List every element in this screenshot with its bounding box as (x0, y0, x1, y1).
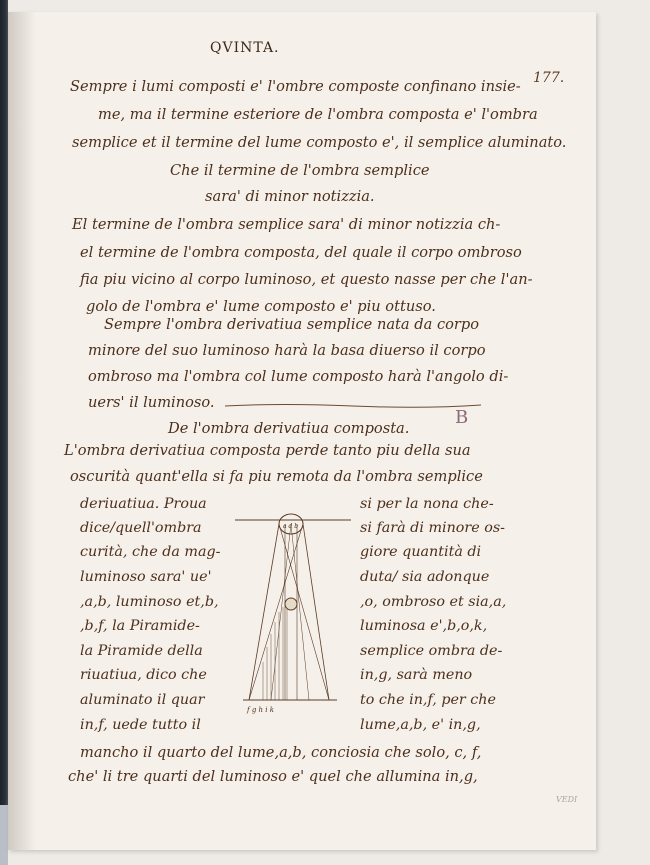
column-line: ,b,f, la Piramide- (80, 618, 200, 634)
text-line: el termine de l'ombra composta, del quale il corpo ombroso (80, 244, 522, 261)
diagram-bottom-labels: f g h i k (247, 706, 274, 714)
text-line: oscurità quant'ella si fa piu remota da l'ombra semplice (70, 468, 483, 485)
page-header: QVINTA. (210, 40, 280, 56)
column-line: in,g, sarà meno (360, 667, 473, 683)
text-line: uers' il luminoso. (88, 394, 215, 411)
column-line: luminosa e',b,o,k, (360, 618, 488, 634)
column-line: lume,a,b, e' in,g, (360, 717, 481, 733)
text-line: che' li tre quarti del luminoso e' quel che allumina in,g, (68, 768, 478, 785)
book-binding (0, 0, 8, 865)
column-line: duta/ sia adonque (360, 569, 490, 585)
column-line: giore quantità di (360, 544, 482, 560)
column-line: luminoso sara' ue' (80, 569, 212, 585)
column-line: in,f, uede tutto il (80, 717, 201, 733)
column-line: la Piramide della (80, 643, 203, 659)
diagram-drawing (233, 512, 353, 722)
column-line: si per la nona che- (360, 496, 494, 512)
section-heading: sara' di minor notizzia. (205, 188, 375, 205)
section-heading: Che il termine de l'ombra semplice (170, 162, 430, 179)
column-line: si farà di minore os- (360, 520, 506, 536)
text-line: me, ma il termine esteriore de l'ombra composta e' l'ombra (98, 106, 538, 123)
text-line: semplice et il termine del lume composto e', il semplice aluminato. (72, 134, 567, 151)
heading-underline (223, 400, 483, 412)
text-line: golo de l'ombra e' lume composto e' piu ottuso. (86, 298, 436, 315)
text-line: El termine de l'ombra semplice sara' di minor notizzia ch- (72, 216, 501, 233)
section-heading: De l'ombra derivatiua composta. (168, 420, 410, 437)
column-line: aluminato il quar (80, 692, 205, 708)
folio-number: 177. (533, 70, 565, 86)
column-line: curità, che da mag- (80, 544, 221, 560)
text-line: mancho il quarto del lume,a,b, conciosia che solo, c, f, (80, 744, 482, 761)
column-line: semplice ombra de- (360, 643, 503, 659)
column-line: deriuatiua. Proua (80, 496, 207, 512)
diagram-top-labels: a d b (283, 523, 299, 530)
text-line: Sempre l'ombra derivatiua semplice nata da corpo (104, 316, 480, 333)
text-line: ombroso ma l'ombra col lume composto harà l'angolo di- (88, 368, 509, 385)
text-line: Sempre i lumi composti e' l'ombre composte confinano insie- (70, 78, 521, 95)
margin-marker-b: B (455, 407, 469, 428)
text-line: L'ombra derivatiua composta perde tanto piu della sua (64, 442, 471, 459)
column-line: riuatiua, dico che (80, 667, 207, 683)
gutter-shadow (8, 12, 36, 850)
manuscript-page (8, 12, 596, 850)
column-line: ,a,b, luminoso et,b, (80, 594, 219, 610)
column-line: ,o, ombroso et sia,a, (360, 594, 507, 610)
binding-tab (0, 805, 8, 865)
column-line: to che in,f, per che (360, 692, 496, 708)
text-line: minore del suo luminoso harà la basa diuerso il corpo (88, 342, 486, 359)
column-line: dice/quell'ombra (80, 520, 202, 536)
text-line: fia piu vicino al corpo luminoso, et questo nasse per che l'an- (80, 271, 533, 288)
shadow-pyramid-diagram (233, 512, 353, 722)
margin-note: VEDI (556, 795, 578, 804)
